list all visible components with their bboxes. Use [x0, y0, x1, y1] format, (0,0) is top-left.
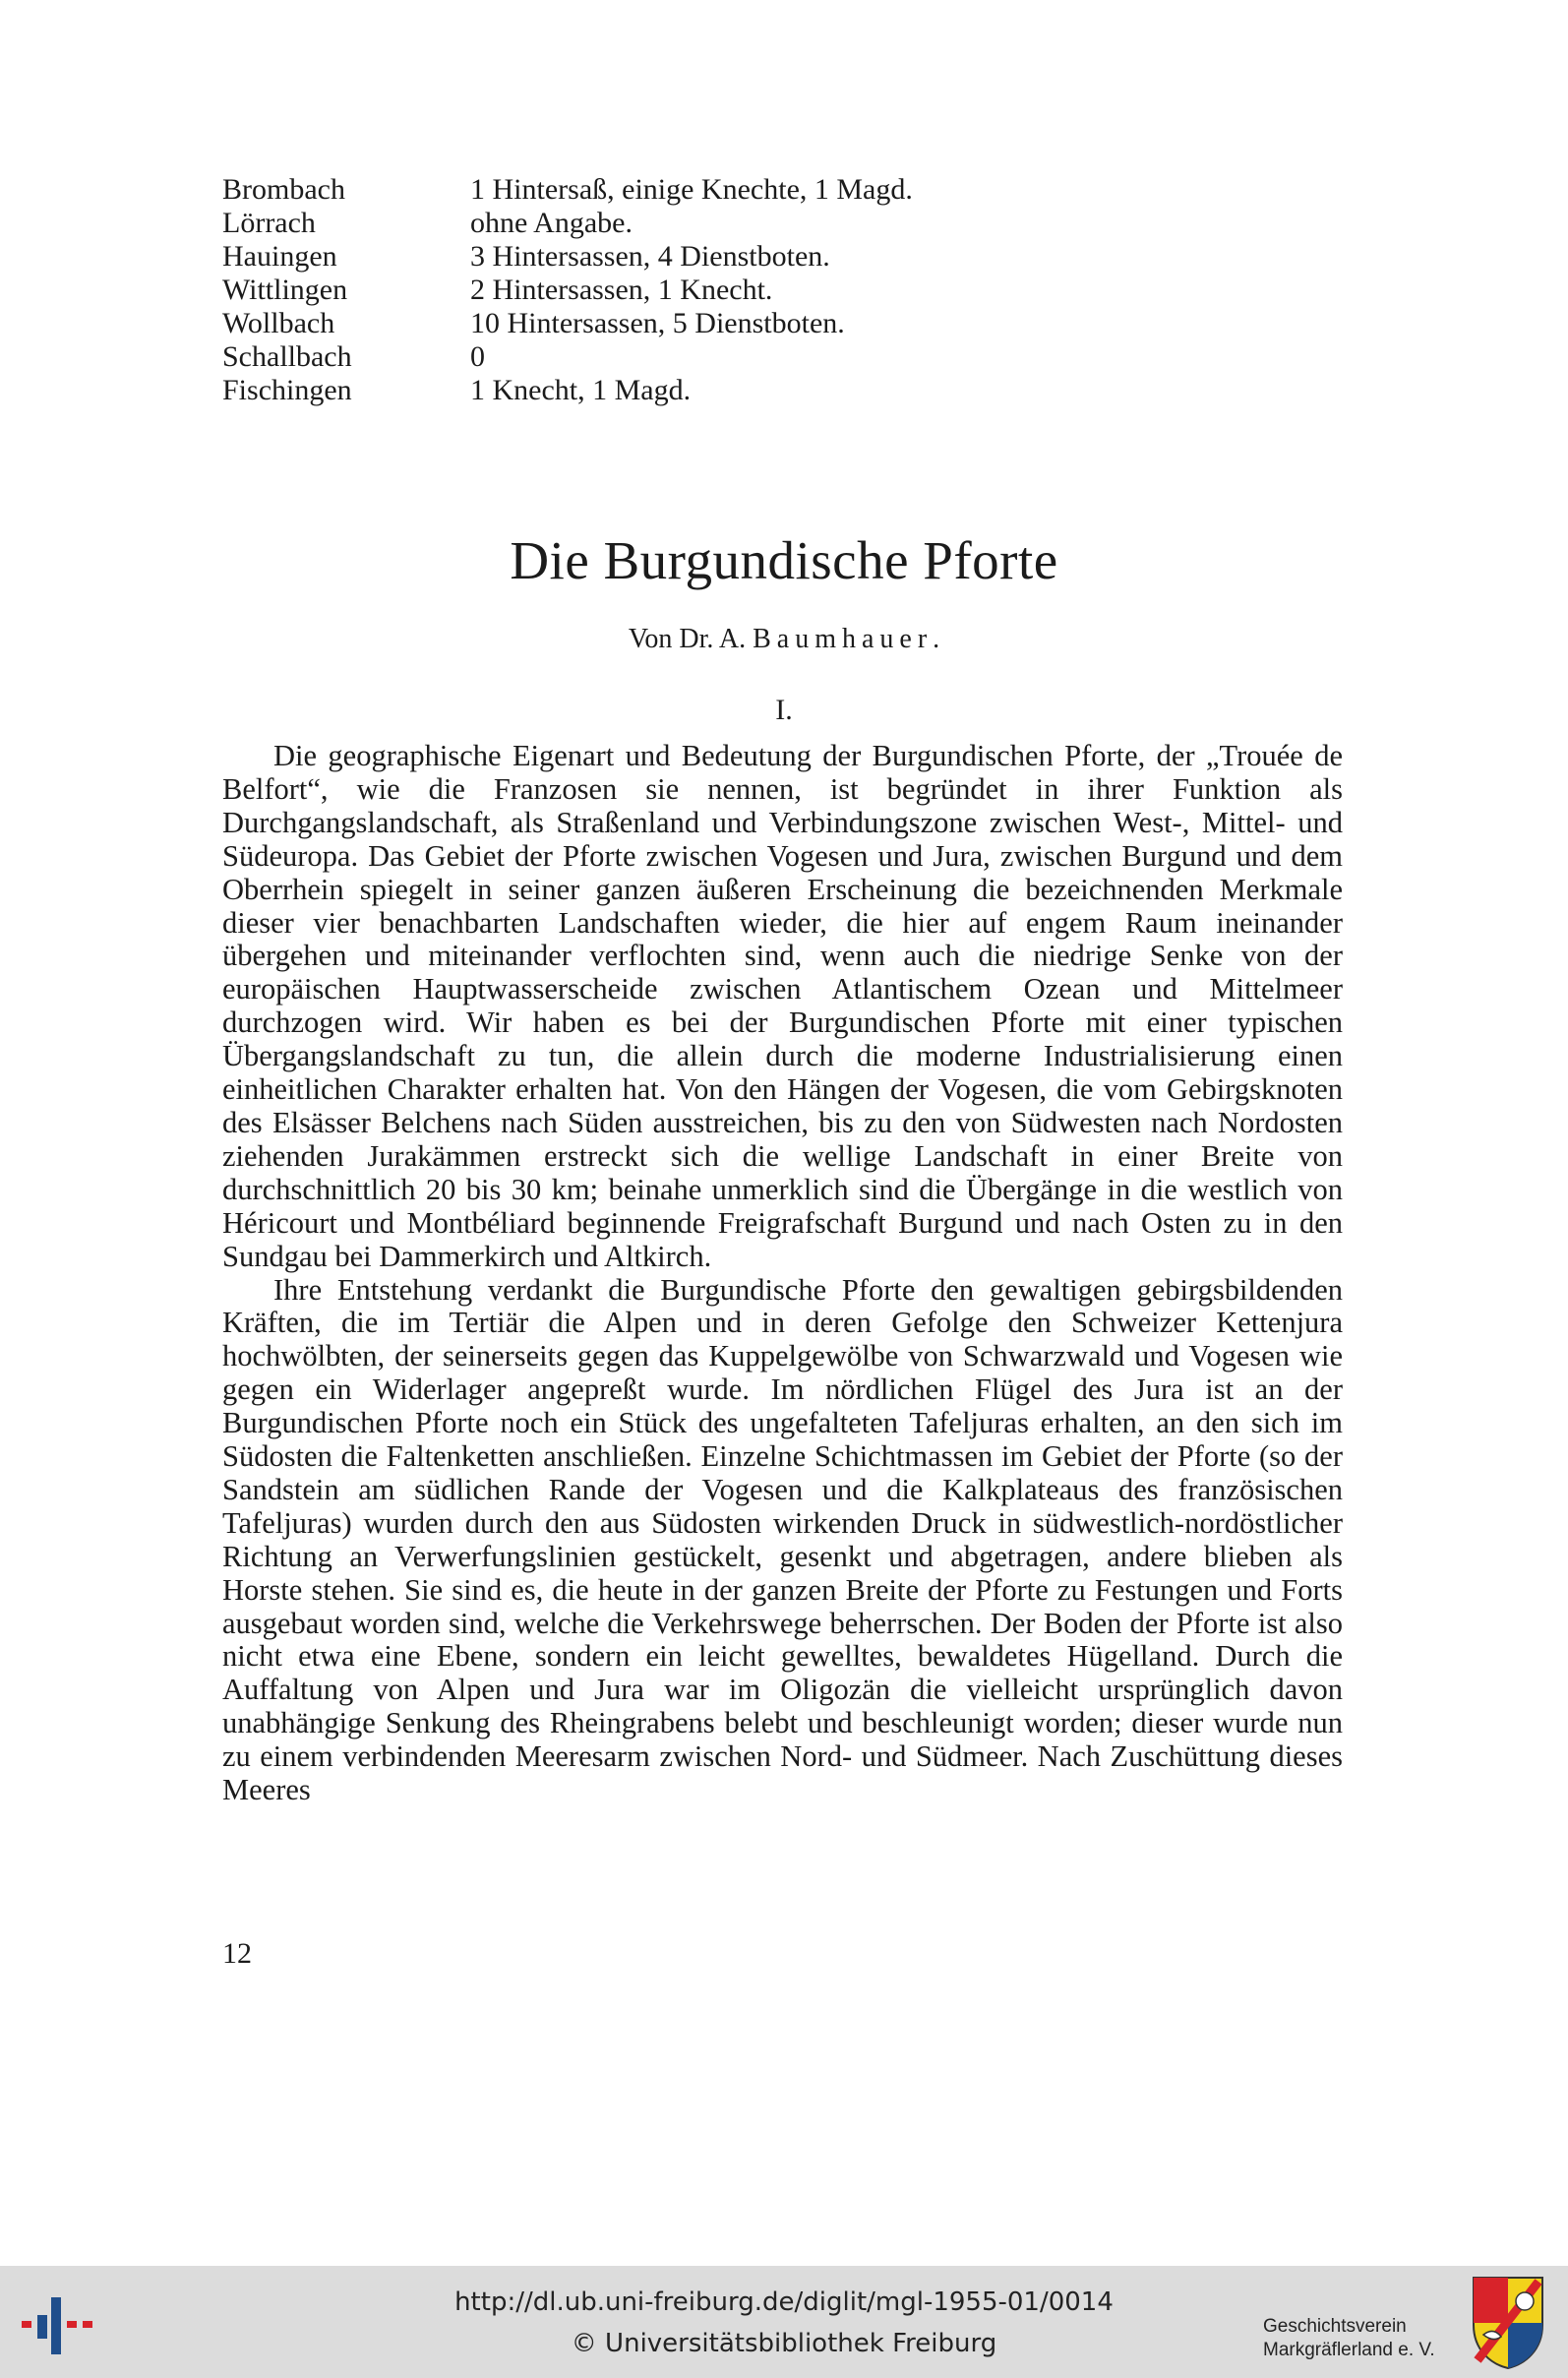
list-info: 1 Hintersaß, einige Knechte, 1 Magd. — [470, 173, 913, 206]
list-item — [222, 374, 913, 407]
list-info: 0 — [470, 340, 485, 373]
village-list — [222, 173, 913, 407]
byline-prefix: Von Dr. A. — [628, 624, 747, 654]
coat-of-arms-icon — [1470, 2274, 1546, 2370]
paragraph: Die geographische Eigenart und Bedeutung der Burgundischen Pforte, der „Trouée de Belfort“, wie die Franzosen sie nennen, ist begründet in ihrer Funktion als Durchgangslandschaft, als Straßenland und Verbindungszone zwischen West-, Mittel- und Südeuropa. Das Gebiet der Pforte zwischen Vogesen und Jura, zwischen Burgund und dem Oberrhein spiegelt in seiner ganzen äußeren Erscheinung die bezeichnenden Merkmale dieser vier benachbarten Landschaften wieder, die hier auf engem Raum ineinander übergehen und miteinander verflochten sind, wenn auch die niedrige Senke von der europäischen Hauptwasserscheide zwischen Atlantischem Ozean und Mittelmeer durchzogen wird. Wir haben es bei der Burgundischen Pforte mit einer typischen Übergangslandschaft zu tun, die allein durch die moderne Industrialisierung einen einheitlichen Charakter erhalten hat. Von den Hängen der Vogesen, die vom Gebirgsknoten des Elsässer Belchens nach Süden ausstreichen, bis zu den von Südwesten nach Nordosten ziehenden Jurakämmen erstreckt sich die wellige Landschaft in einer Breite von durchschnittlich 20 bis 30 km; beinahe unmerklich sind die Übergänge in die westlich von Héricourt und Montbéliard beginnende Freigrafschaft Burgund und nach Osten zu in den Sundgau bei Dammerkirch und Altkirch. — [222, 739, 1343, 1273]
paragraph: Ihre Entstehung verdankt die Burgundische Pforte den gewaltigen gebirgsbildenden Kräften, die im Tertiär die Alpen und in deren Gefolge den Schweizer Kettenjura hochwölbten, der seinerseits gegen das Kuppelgewölbe von Schwarzwald und Vogesen wie gegen ein Widerlager angepreßt wurde. Im nördlichen Flügel des Jura ist an der Burgundischen Pforte noch ein Stück des ungefalteten Tafeljuras erhalten, an den sich im Südosten die Faltenketten anschließen. Einzelne Schichtmassen im Gebiet der Pforte (so der Sandstein am südlichen Rande der Vogesen und die Kalkplateaus des französischen Tafeljuras) wurden durch den aus Südosten wirkenden Druck in südwestlich-nordöstlicher Richtung an Verwerfungslinien gestückelt, gesenkt und abgetragen, andere blieben als Horste stehen. Sie sind es, die heute in der ganzen Breite der Pforte zu Festungen und Forts ausgebaut worden sind, welche die Verkehrswege beherrschen. Der Boden der Pforte ist also nicht etwa eine Ebene, sondern ein leicht gewelltes, bewaldetes Hügelland. Durch die Auffaltung von Alpen und Jura war im Oligozän die vielleicht ursprünglich davon unabhängige Senkung des Rheingrabens belebt und beschleunigt worden; dieser wurde nun zu einem verbindenden Meeresarm zwischen Nord- und Südmeer. Nach Zuschüttung dieses Meeres — [222, 1272, 1343, 1807]
list-item — [222, 274, 913, 307]
list-item — [222, 307, 913, 340]
section-heading: I. — [775, 694, 793, 726]
footer-copyright: © Universitätsbibliothek Freiburg — [571, 2329, 997, 2358]
footer-url[interactable]: http://dl.ub.uni-freiburg.de/diglit/mgl-1955-01/0014 — [454, 2287, 1114, 2317]
byline-author: Baumhauer — [753, 624, 934, 654]
article-byline — [0, 622, 1568, 657]
society-name — [1263, 2315, 1435, 2362]
list-place: Hauingen — [222, 240, 337, 273]
list-item — [222, 207, 913, 240]
list-place: Brombach — [222, 173, 345, 206]
list-place: Wollbach — [222, 307, 335, 339]
list-place: Lörrach — [222, 207, 316, 239]
list-info: 1 Knecht, 1 Magd. — [470, 374, 692, 406]
society-line: Geschichtsverein — [1263, 2316, 1407, 2337]
list-place: Wittlingen — [222, 274, 348, 306]
list-info: 3 Hintersassen, 4 Dienstboten. — [470, 240, 830, 273]
list-item — [222, 240, 913, 274]
list-info: 2 Hintersassen, 1 Knecht. — [470, 274, 773, 306]
list-place: Schallbach — [222, 340, 352, 373]
footer-bar — [0, 2266, 1568, 2378]
byline-suffix: . — [933, 624, 940, 654]
article-body — [222, 740, 1343, 1807]
society-line: Markgräflerland e. V. — [1263, 2340, 1435, 2360]
list-info: ohne Angabe. — [470, 207, 633, 239]
article-title: Die Burgundische Pforte — [510, 530, 1058, 590]
list-info: 10 Hintersassen, 5 Dienstboten. — [470, 307, 845, 339]
list-place: Fischingen — [222, 374, 352, 406]
list-item — [222, 173, 913, 207]
page-number: 12 — [222, 1937, 252, 1970]
list-item — [222, 340, 913, 374]
